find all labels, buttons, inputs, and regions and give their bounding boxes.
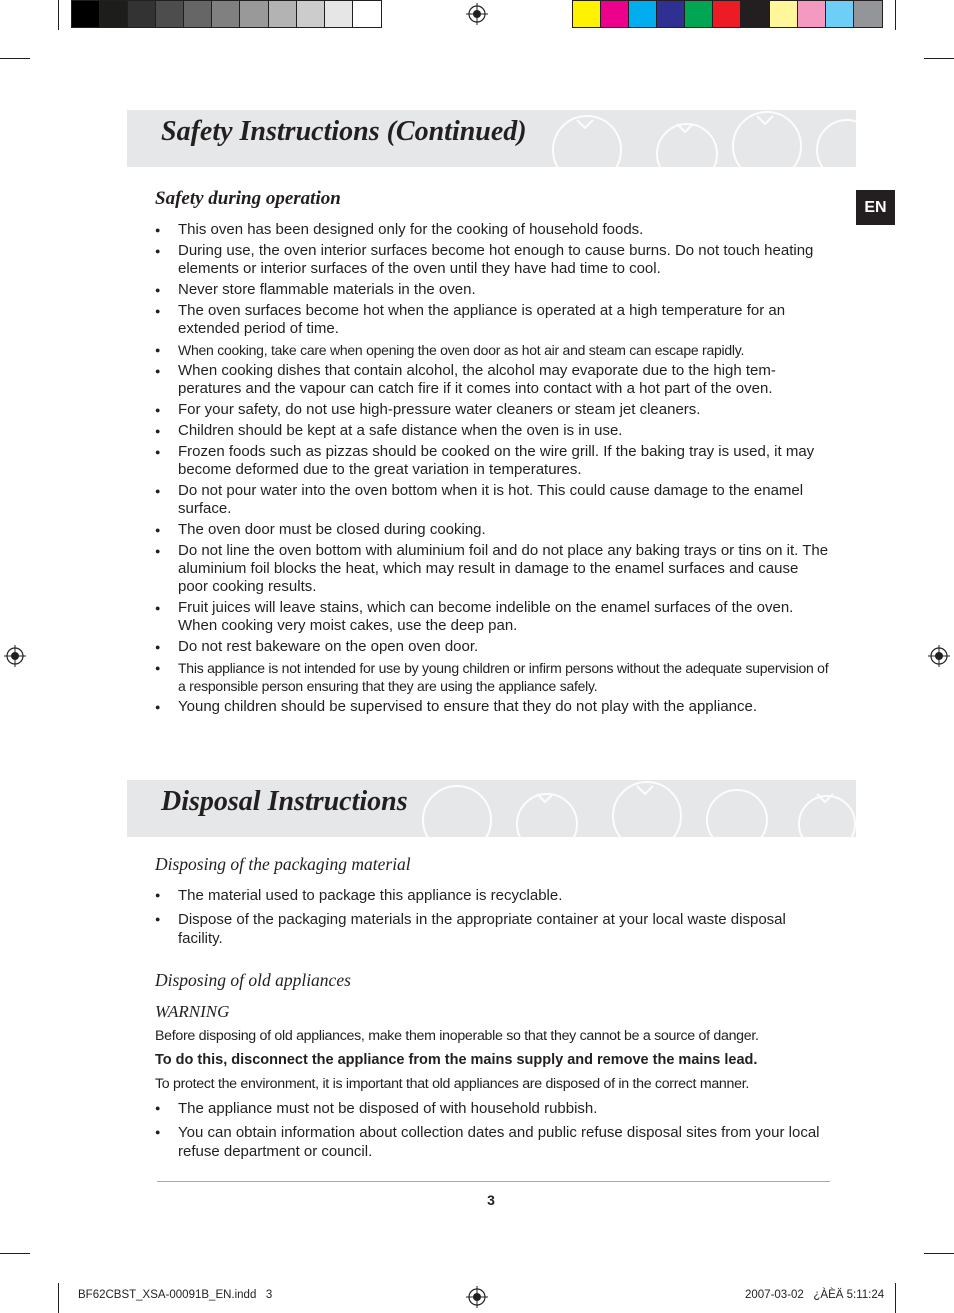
registration-mark-icon xyxy=(4,645,26,667)
environment-text: To protect the environment, it is important that old appliances are disposed of in the correct manner. xyxy=(155,1076,749,1092)
registration-mark-icon xyxy=(928,645,950,667)
list-item: ● Do not pour water into the oven bottom when it is hot. This could cause damage to the enamel surface. xyxy=(155,482,831,518)
crop-mark xyxy=(895,0,896,30)
color-swatch xyxy=(826,1,854,27)
crop-mark xyxy=(58,1283,59,1313)
list-item: ● Do not rest bakeware on the open oven door. xyxy=(155,638,831,656)
color-swatch xyxy=(798,1,826,27)
list-item: ● The oven door must be closed during cooking. xyxy=(155,521,831,539)
list-item: ● For your safety, do not use high-pressure water cleaners or steam jet cleaners. xyxy=(155,401,831,419)
warning-bold-text: To do this, disconnect the appliance from the mains supply and remove the mains lead. xyxy=(155,1052,758,1068)
disposal-title: Disposal Instructions xyxy=(161,786,408,817)
list-item: ● Fruit juices will leave stains, which can become indelible on the enamel surfaces of the oven. When cooking very moist cakes, use the deep pan. xyxy=(155,599,831,635)
list-item: ● During use, the oven interior surfaces become hot enough to cause burns. Do not touch heating elements or interior surfaces of the oven until they have had time to cool. xyxy=(155,242,831,278)
list-item: ● This oven has been designed only for the cooking of household foods. xyxy=(155,221,831,239)
color-swatch xyxy=(629,1,657,27)
registration-mark-icon xyxy=(466,1286,488,1308)
color-swatch xyxy=(657,1,685,27)
crop-mark xyxy=(0,1253,30,1254)
footer-timestamp: 2007-03-02 ¿ÀÈÄ 5:11:24 xyxy=(745,1289,885,1301)
warning-text: Before disposing of old appliances, make them inoperable so that they cannot be a source of danger. xyxy=(155,1028,759,1044)
list-item: ● Young children should be supervised to ensure that they do not play with the appliance. xyxy=(155,698,831,716)
grayscale-color-bar xyxy=(71,0,382,28)
crop-mark xyxy=(0,58,30,59)
list-item: ● You can obtain information about collection dates and public refuse disposal sites from your local refuse department or council. xyxy=(155,1123,831,1161)
gray-swatch xyxy=(72,1,100,27)
list-item: ● The appliance must not be disposed of with household rubbish. xyxy=(155,1099,831,1118)
color-swatch xyxy=(685,1,713,27)
gray-swatch xyxy=(184,1,212,27)
crop-mark xyxy=(58,0,59,30)
list-item: ● The oven surfaces become hot when the appliance is operated at a high temperature for an extended period of time. xyxy=(155,302,831,338)
footer-divider xyxy=(157,1181,830,1182)
warning-label: WARNING xyxy=(155,1002,230,1021)
registration-mark-icon xyxy=(466,3,488,25)
list-item: ● When cooking, take care when opening the oven door as hot air and steam can escape rapidly. xyxy=(155,341,831,359)
list-item: ● Never store flammable materials in the oven. xyxy=(155,281,831,299)
list-item: ● Frozen foods such as pizzas should be cooked on the wire grill. If the baking tray is used, it may become deformed due to the great variation in temperatures. xyxy=(155,443,831,479)
list-item: ● The material used to package this appliance is recyclable. xyxy=(155,886,831,905)
safety-title: Safety Instructions (Continued) xyxy=(161,116,527,147)
color-swatch xyxy=(741,1,769,27)
color-swatch xyxy=(573,1,601,27)
old-appliances-list xyxy=(155,1099,831,1164)
color-swatch xyxy=(601,1,629,27)
gray-swatch xyxy=(297,1,325,27)
gray-swatch xyxy=(240,1,268,27)
footer-filename: BF62CBST_XSA-00091B_EN.indd 3 xyxy=(78,1289,273,1301)
crop-mark xyxy=(924,58,954,59)
packaging-list xyxy=(155,886,831,951)
list-item: ● Dispose of the packaging materials in the appropriate container at your local waste disposal facility. xyxy=(155,910,831,948)
old-appliances-subheading: Disposing of old appliances xyxy=(155,970,351,990)
color-swatch xyxy=(713,1,741,27)
disposal-section-header xyxy=(127,780,856,837)
gray-swatch xyxy=(353,1,381,27)
list-item: ● Do not line the oven bottom with aluminium foil and do not place any baking trays or tins on it. The aluminium foil blocks the heat, which may result in damage to the enamel surfaces and cause poor cooking results. xyxy=(155,542,831,596)
crop-mark xyxy=(895,1283,896,1313)
gray-swatch xyxy=(212,1,240,27)
gray-swatch xyxy=(269,1,297,27)
safety-section-header xyxy=(127,110,856,167)
gray-swatch xyxy=(156,1,184,27)
crop-mark xyxy=(924,1253,954,1254)
page-number: 3 xyxy=(487,1192,495,1208)
color-swatch xyxy=(854,1,882,27)
list-item: ● This appliance is not intended for use by young children or infirm persons without the adequate supervision of a responsible person ensuring that they are using the appliance safely. xyxy=(155,659,831,695)
color-swatch xyxy=(770,1,798,27)
list-item: ● When cooking dishes that contain alcohol, the alcohol may evaporate due to the high tem-peratures and the vapour can catch fire if it comes into contact with a hot part of the oven. xyxy=(155,362,831,398)
process-color-bar xyxy=(572,0,883,28)
safety-list xyxy=(155,221,831,719)
packaging-subheading: Disposing of the packaging material xyxy=(155,854,411,874)
list-item: ● Children should be kept at a safe distance when the oven is in use. xyxy=(155,422,831,440)
gray-swatch xyxy=(128,1,156,27)
language-tab: EN xyxy=(856,190,895,225)
gray-swatch xyxy=(325,1,353,27)
safety-subheading: Safety during operation xyxy=(155,188,341,209)
gray-swatch xyxy=(100,1,128,27)
